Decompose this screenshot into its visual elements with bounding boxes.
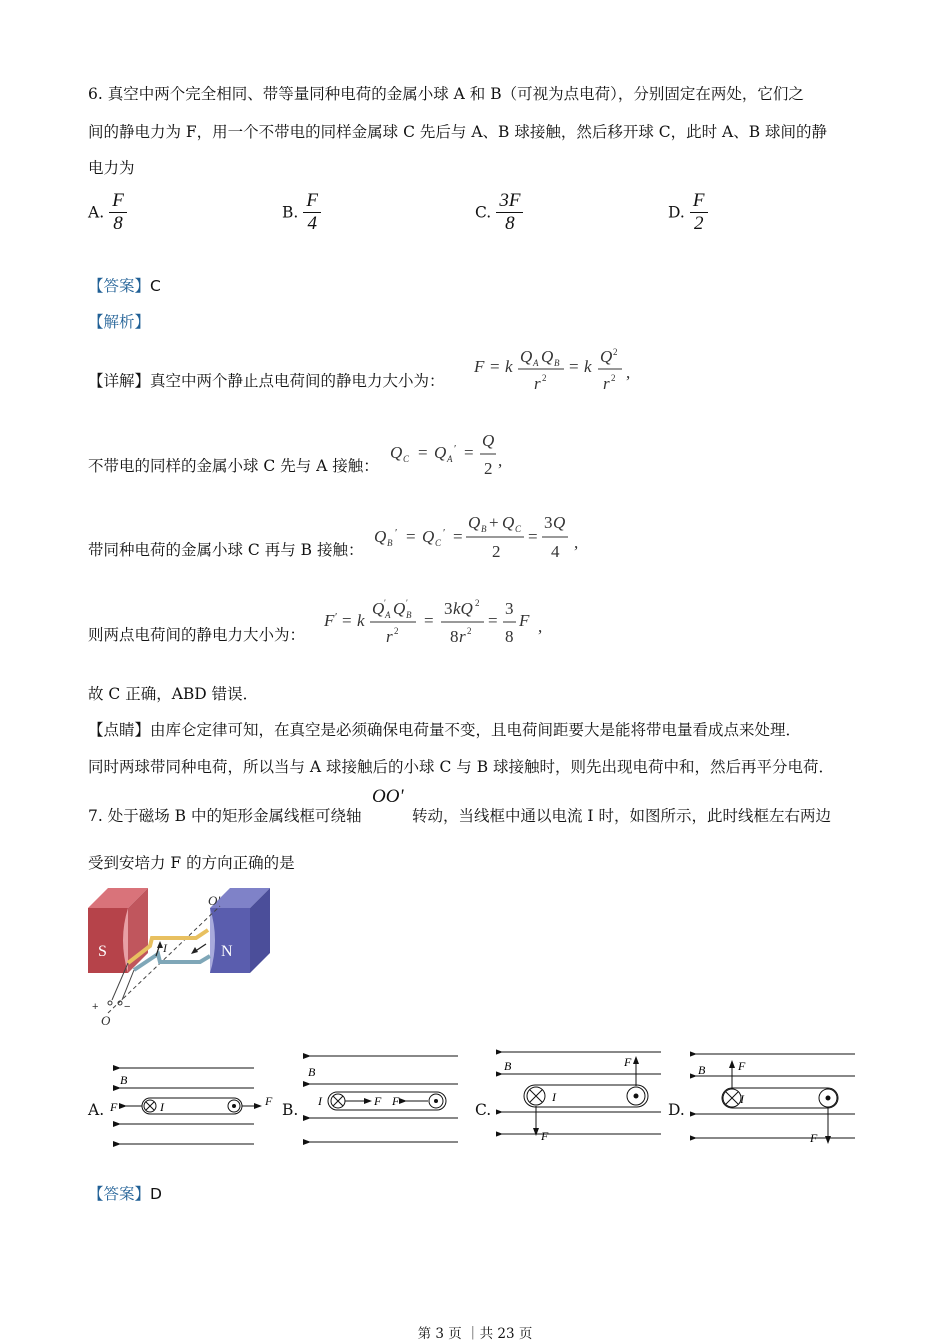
- svg-text:Q: Q: [482, 431, 495, 450]
- svg-text:A: A: [533, 358, 539, 368]
- q7-option-a-label: A.: [88, 1101, 105, 1119]
- q6-conclusion: 故 C 正确，ABD 错误．: [88, 685, 259, 703]
- svg-text:Q: Q: [520, 347, 533, 366]
- q7-stem-line1b: 转动，当线框中通以电流 I 时，如图所示，此时线框左右两边: [412, 807, 831, 825]
- force-label-right: F: [392, 1094, 400, 1108]
- field-label: B: [120, 1073, 128, 1087]
- svg-text:′: ′: [406, 598, 408, 608]
- q6-tip-2: 同时两球带同种电荷，所以当与 A 球接触后的小球 C 与 B 球接触时，则先出现电荷中和，然后再平分电荷．: [88, 758, 835, 776]
- svg-text:,: ,: [626, 363, 631, 382]
- svg-text:C: C: [515, 524, 522, 534]
- svg-text:3: 3: [444, 599, 453, 618]
- page-footer: 第 3 页 ｜共 23 页: [417, 1326, 533, 1342]
- svg-text:F: F: [474, 357, 485, 376]
- option-numerator: F: [690, 190, 708, 213]
- qc-formula-svg: [388, 428, 518, 480]
- tip-tag: 【点睛】: [88, 721, 151, 739]
- option-denominator: 8: [505, 213, 515, 234]
- option-label: D.: [668, 203, 685, 222]
- q7-option-b-label: B.: [282, 1101, 299, 1119]
- s-magnet-front: [88, 908, 128, 973]
- q6-option-b: [282, 190, 321, 235]
- s-pole-label: S: [98, 943, 107, 960]
- field-label: B: [698, 1063, 706, 1077]
- option-a-svg: [104, 1056, 264, 1156]
- svg-text:=: =: [418, 443, 428, 462]
- coil-wire-bottom: [134, 954, 210, 970]
- svg-text:2: 2: [611, 373, 616, 383]
- svg-text:=: =: [464, 443, 474, 462]
- detail-text: 真空中两个静止点电荷间的静电力大小为：: [150, 372, 445, 390]
- current-label: I: [160, 1100, 164, 1114]
- svg-text:=: =: [488, 611, 498, 630]
- field-label: B: [308, 1065, 316, 1079]
- answer-tag: 【答案】: [88, 1185, 151, 1203]
- svg-text:8: 8: [505, 627, 514, 646]
- svg-text:A: A: [385, 610, 391, 620]
- q6-option-c: [475, 190, 523, 235]
- svg-text:k: k: [584, 357, 592, 376]
- minus-terminal: −: [124, 1001, 131, 1013]
- force-label-left: F: [738, 1059, 746, 1073]
- axis-bottom-label: O: [101, 1013, 111, 1028]
- svg-text:C: C: [435, 538, 442, 548]
- svg-text:4: 4: [551, 542, 560, 561]
- svg-text:Q: Q: [374, 527, 387, 546]
- qb-formula: [372, 510, 592, 570]
- option-denominator: 8: [113, 213, 123, 234]
- svg-text:k: k: [357, 611, 365, 630]
- svg-text:C: C: [403, 454, 410, 464]
- svg-text:F: F: [324, 611, 335, 630]
- tip-text: 由库仑定律可知，在真空是必须确保电荷量不变，且电荷间距要大是能将带电量看成点来处理．: [150, 721, 802, 739]
- plus-terminal: +: [92, 1001, 99, 1013]
- q7-option-b-diagram: [300, 1044, 465, 1158]
- q7-option-c-diagram: [496, 1040, 666, 1154]
- q7-axis-label: OO': [372, 786, 404, 807]
- svg-text:3: 3: [505, 599, 514, 618]
- option-d-svg: [690, 1044, 860, 1150]
- option-denominator: 4: [307, 213, 317, 234]
- axis-top-label: O': [208, 893, 221, 908]
- svg-text:B: B: [406, 610, 412, 620]
- n-pole-label: N: [221, 943, 233, 960]
- qc-formula: [388, 428, 518, 484]
- option-label: A.: [88, 203, 105, 222]
- force-label-left: F: [541, 1129, 549, 1143]
- current-label: I: [163, 941, 167, 955]
- svg-text:Q: Q: [502, 513, 515, 532]
- q6-option-a: [88, 190, 127, 235]
- svg-text:2: 2: [542, 373, 547, 383]
- svg-text:=: =: [528, 527, 538, 546]
- svg-text:=: =: [490, 357, 500, 376]
- force-label-left: F: [110, 1100, 118, 1114]
- svg-text:Q: Q: [600, 347, 613, 366]
- svg-text:=: =: [424, 611, 434, 630]
- svg-text:,: ,: [574, 533, 579, 552]
- field-label: B: [504, 1059, 512, 1073]
- svg-text:Q: Q: [541, 347, 554, 366]
- svg-text:B: B: [481, 524, 487, 534]
- q6-detail-4: 则两点电荷间的静电力大小为：: [88, 626, 306, 644]
- q7-answer: [88, 1184, 162, 1204]
- svg-text:B: B: [387, 538, 393, 548]
- svg-text:3: 3: [544, 513, 553, 532]
- svg-text:Q: Q: [393, 599, 406, 618]
- svg-text:r: r: [459, 627, 466, 646]
- option-b-svg: [300, 1044, 465, 1154]
- svg-text:r: r: [386, 627, 393, 646]
- svg-text:2: 2: [475, 598, 480, 608]
- option-label: B.: [282, 203, 299, 222]
- force-label-right: F: [624, 1055, 632, 1069]
- svg-text:r: r: [603, 374, 610, 393]
- q6-tip-1: [88, 720, 801, 740]
- new-force-formula-svg: [322, 596, 562, 652]
- answer-tag: 【答案】: [88, 277, 151, 295]
- q7-stem-line1a: 7. 处于磁场 B 中的矩形金属线框可绕轴: [88, 807, 362, 825]
- current-label: I: [740, 1092, 744, 1106]
- new-force-formula: [322, 596, 562, 656]
- svg-text:8: 8: [450, 627, 459, 646]
- svg-text:r: r: [534, 374, 541, 393]
- svg-text:,: ,: [538, 617, 543, 636]
- svg-text:=: =: [569, 357, 579, 376]
- option-numerator: F: [109, 190, 127, 213]
- svg-text:B: B: [554, 358, 560, 368]
- svg-text:2: 2: [394, 626, 399, 636]
- option-numerator: F: [303, 190, 321, 213]
- svg-text:′: ′: [454, 443, 457, 455]
- q6-stem-line1: 6. 真空中两个完全相同、带等量同种电荷的金属小球 A 和 B（可视为点电荷），分别固定在两处，它们之: [88, 85, 804, 103]
- qb-formula-svg: [372, 510, 592, 566]
- svg-text:kQ: kQ: [453, 599, 473, 618]
- svg-text:=: =: [453, 527, 463, 546]
- magnet-figure-svg: [88, 888, 288, 1028]
- svg-text:A: A: [447, 454, 453, 464]
- q6-detail-1: [88, 371, 445, 391]
- svg-text:+: +: [489, 513, 499, 532]
- svg-text:2: 2: [613, 347, 618, 357]
- svg-text:′: ′: [395, 527, 398, 539]
- q6-option-d: [668, 190, 708, 235]
- svg-text:Q: Q: [422, 527, 435, 546]
- current-label: I: [552, 1090, 556, 1104]
- n-magnet-front: [210, 908, 250, 973]
- svg-text:Q: Q: [434, 443, 447, 462]
- svg-text:2: 2: [492, 542, 501, 561]
- q7-option-d-diagram: [690, 1044, 860, 1154]
- svg-text:Q: Q: [390, 443, 403, 462]
- svg-text:,: ,: [498, 451, 503, 470]
- svg-text:k: k: [505, 357, 513, 376]
- svg-text:Q: Q: [553, 513, 566, 532]
- q6-answer: [88, 276, 161, 296]
- force-label-right: F: [810, 1131, 818, 1145]
- q7-option-c-label: C.: [475, 1101, 492, 1119]
- svg-text:Q: Q: [372, 599, 385, 618]
- option-label: C.: [475, 203, 492, 222]
- detail-tag: 【详解】: [88, 372, 151, 390]
- svg-text:′: ′: [443, 527, 446, 539]
- svg-text:′: ′: [335, 611, 338, 623]
- svg-text:2: 2: [484, 459, 493, 478]
- option-a-force-right: F: [265, 1094, 273, 1108]
- svg-text:F: F: [519, 611, 530, 630]
- q7-magnet-figure: [88, 888, 288, 1032]
- q7-option-a-diagram: [104, 1056, 264, 1160]
- svg-text:Q: Q: [468, 513, 481, 532]
- coulomb-formula-svg: [472, 345, 642, 395]
- force-label-left: F: [374, 1094, 382, 1108]
- q7-option-d-label: D.: [668, 1101, 685, 1119]
- q6-detail-3: 带同种电荷的金属小球 C 再与 B 接触：: [88, 541, 364, 559]
- svg-text:=: =: [406, 527, 416, 546]
- svg-text:=: =: [342, 611, 352, 630]
- option-c-svg: [496, 1040, 666, 1150]
- option-numerator: 3F: [496, 190, 523, 213]
- q6-stem-line3: 电力为: [88, 159, 135, 177]
- current-label: I: [318, 1094, 322, 1108]
- answer-value: C: [150, 277, 161, 295]
- answer-value: D: [150, 1185, 162, 1203]
- option-denominator: 2: [693, 213, 704, 234]
- svg-text:2: 2: [467, 626, 472, 636]
- q6-analysis-tag: 【解析】: [88, 313, 151, 331]
- q6-detail-2: 不带电的同样的金属小球 C 先与 A 接触：: [88, 457, 379, 475]
- q7-stem-line2: 受到安培力 F 的方向正确的是: [88, 854, 295, 872]
- svg-text:′: ′: [384, 598, 386, 608]
- coulomb-formula: [472, 345, 642, 400]
- q6-stem-line2: 间的静电力为 F，用一个不带电的同样金属球 C 先后与 A、B 球接触，然后移开球 C，此时 A、B 球间的静: [88, 123, 828, 141]
